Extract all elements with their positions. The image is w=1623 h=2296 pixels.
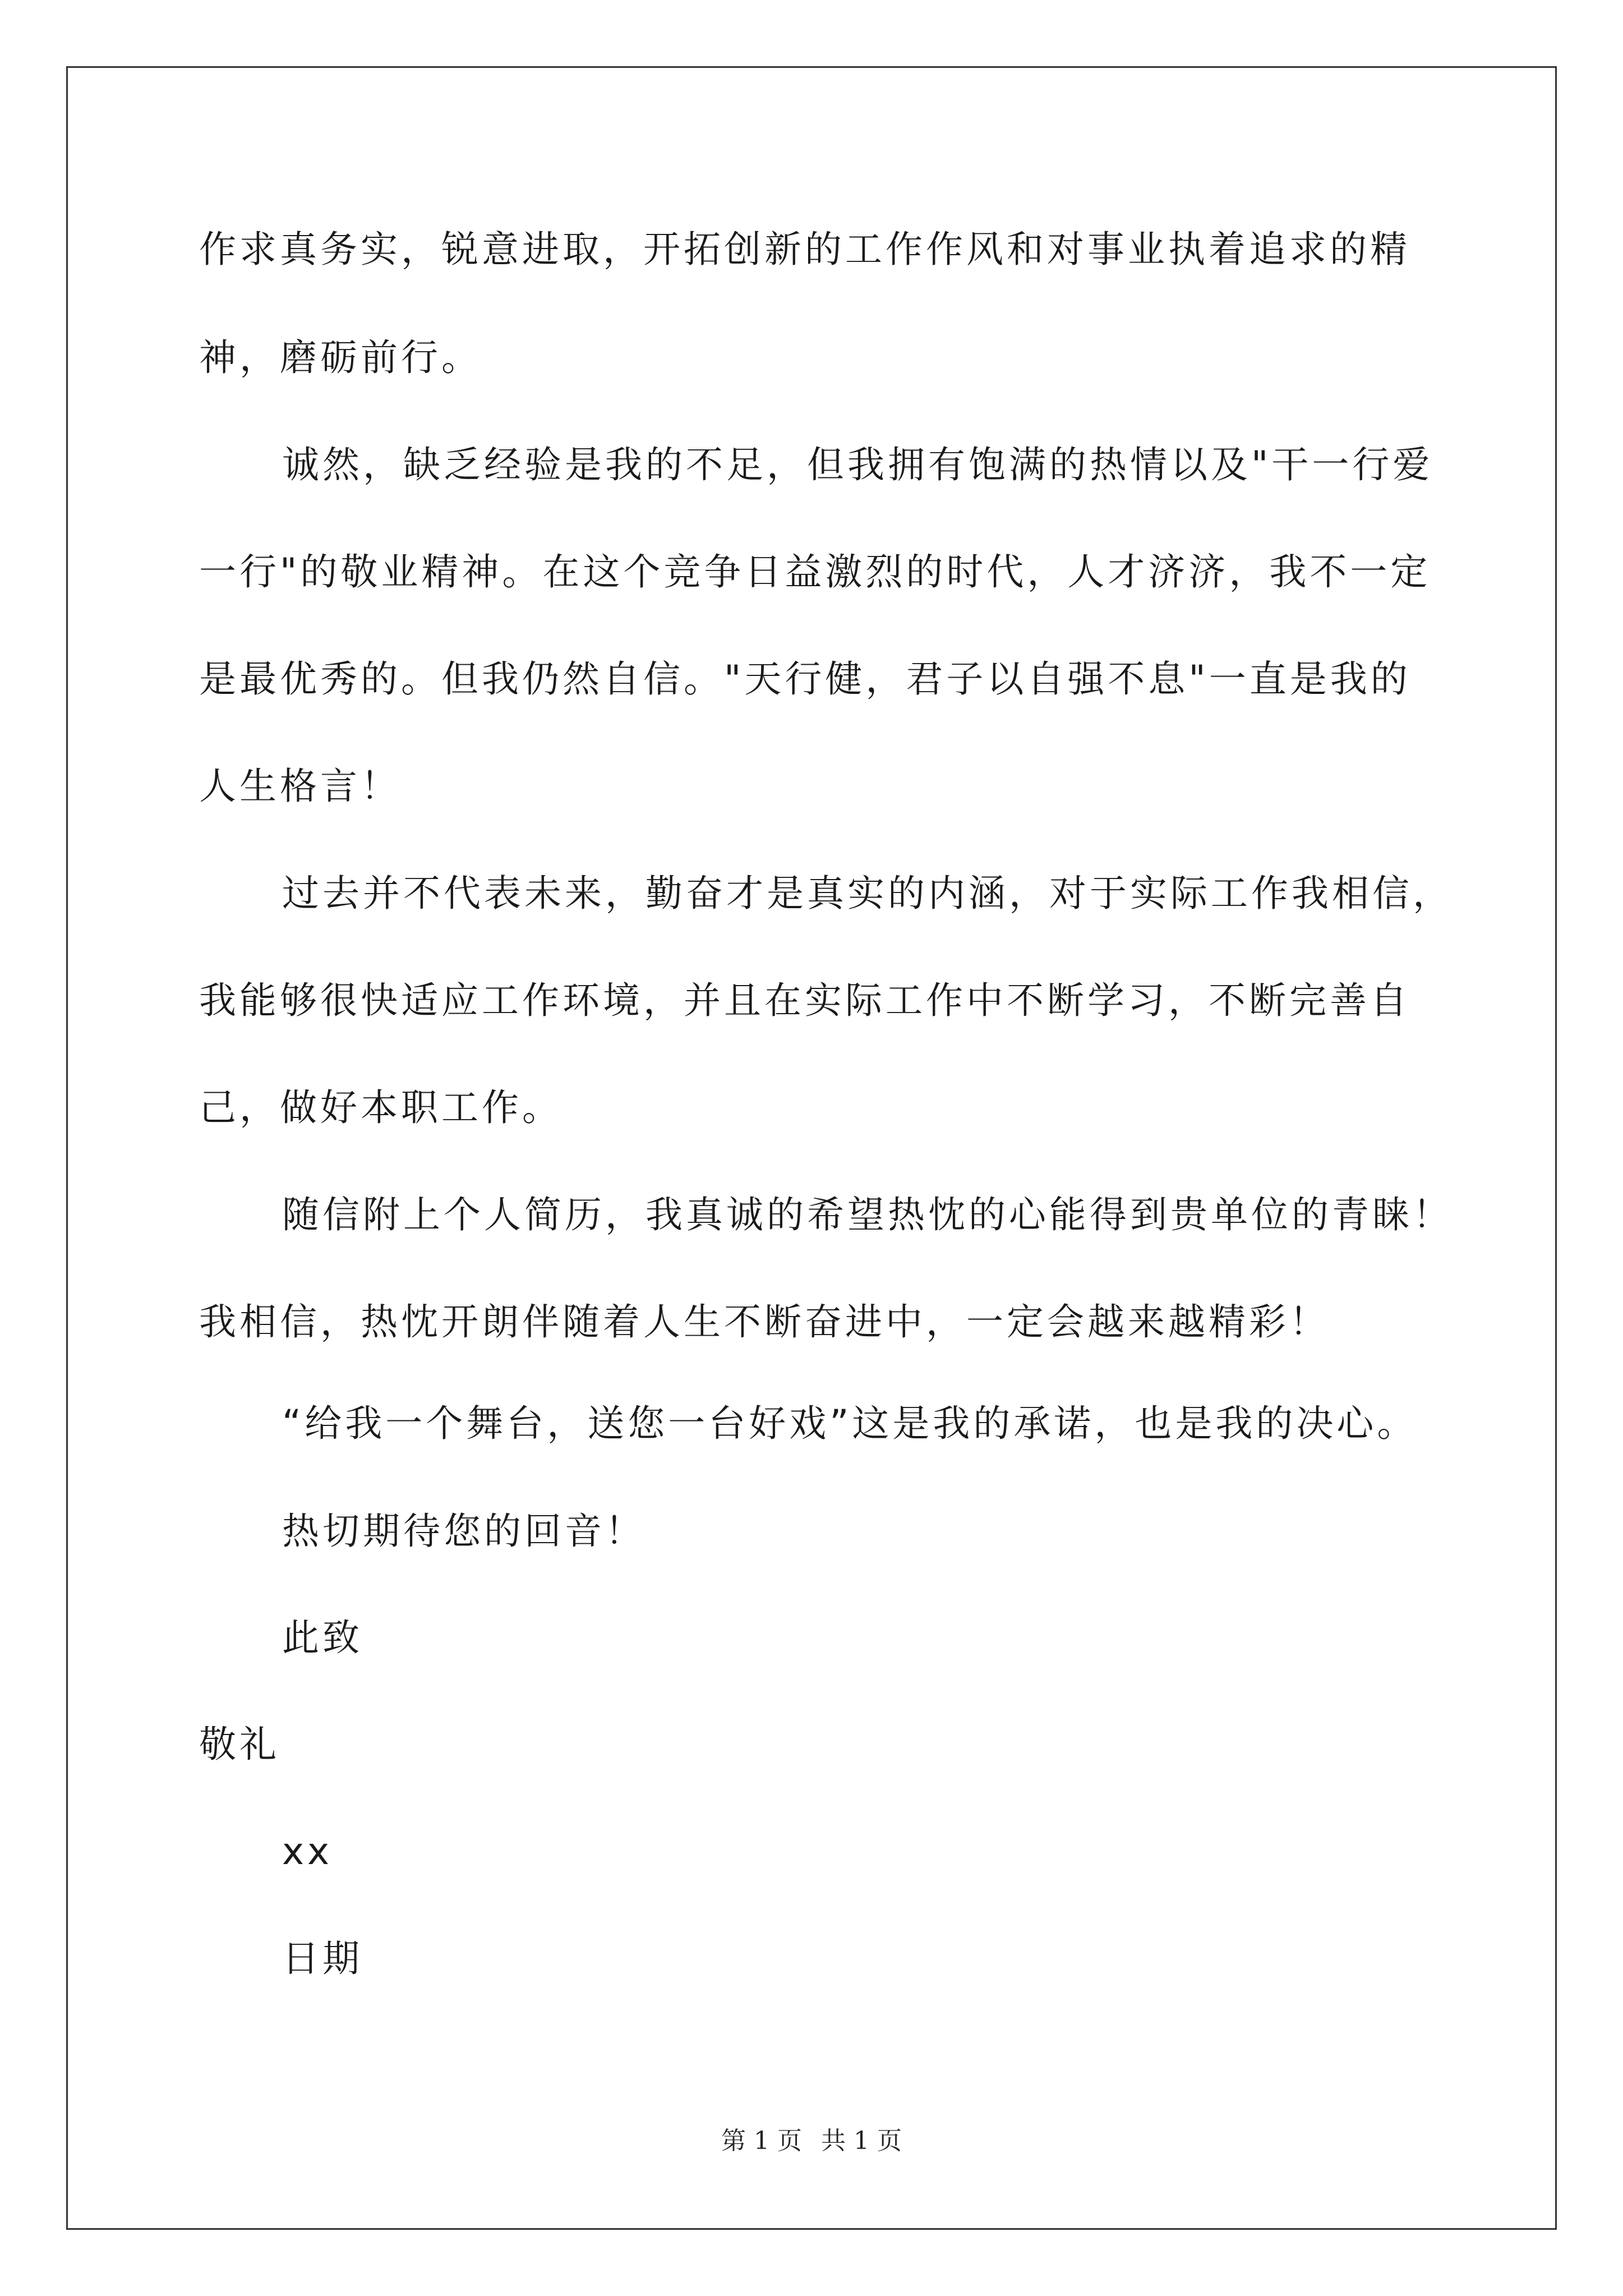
paragraph-line: 我能够很快适应工作环境，并且在实际工作中不断学习，不断完善自 (199, 979, 1410, 1022)
paragraph-line: 作求真务实，锐意进取，开拓创新的工作作风和对事业执着追求的精 (199, 228, 1410, 271)
paragraph-line: 诚然，缺乏经验是我的不足，但我拥有饱满的热情以及"干一行爱 (282, 443, 1433, 486)
page-total: 共 1 页 (821, 2127, 902, 2155)
paragraph-line: 我相信，热忱开朗伴随着人生不断奋进中，一定会越来越精彩！ (199, 1300, 1330, 1343)
paragraph-line: 是最优秀的。但我仍然自信。"天行健，君子以自强不息"一直是我的 (199, 657, 1411, 701)
page-number: 第 1 页 (721, 2127, 802, 2155)
signature-name: xx (282, 1830, 333, 1873)
page-footer (0, 2120, 1623, 2156)
paragraph-line: 一行"的敬业精神。在这个竞争日益激烈的时代，人才济济，我不一定 (199, 550, 1431, 593)
page-border (66, 66, 1557, 2230)
paragraph-line: 过去并不代表未来，勤奋才是真实的内涵，对于实际工作我相信， (282, 872, 1453, 915)
salutation: 敬礼 (199, 1723, 280, 1766)
paragraph-line: 神，磨砺前行。 (199, 336, 482, 379)
paragraph-line: 己，做好本职工作。 (199, 1086, 562, 1129)
paragraph-line: 人生格言！ (199, 765, 401, 808)
signature-date: 日期 (282, 1937, 363, 1980)
closing-phrase: 此致 (282, 1616, 363, 1659)
paragraph-line: 热切期待您的回音！ (282, 1510, 645, 1553)
paragraph-line: “给我一个舞台，送您一台好戏”这是我的承诺，也是我的决心。 (282, 1402, 1418, 1445)
paragraph-line: 随信附上个人简历，我真诚的希望热忱的心能得到贵单位的青睐！ (282, 1193, 1453, 1236)
